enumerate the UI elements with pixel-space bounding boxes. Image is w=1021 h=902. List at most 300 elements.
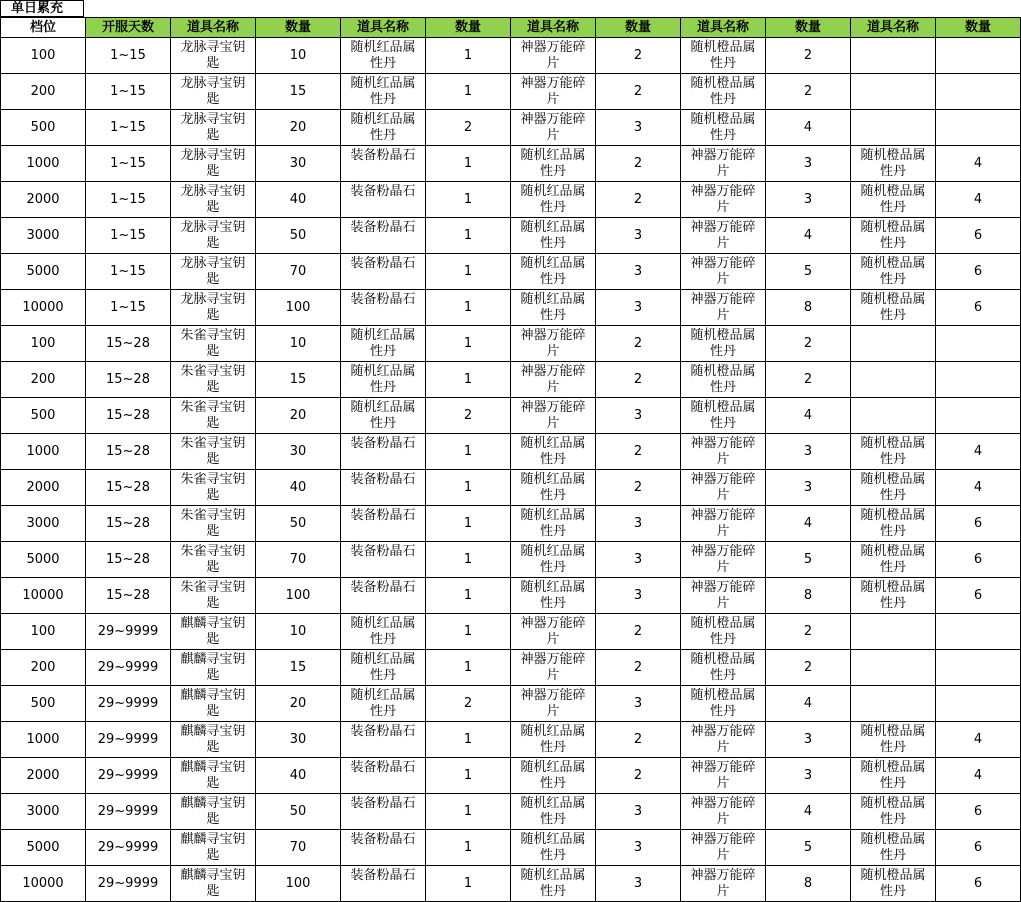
quantity-cell[interactable]: 2	[596, 614, 681, 650]
quantity-cell[interactable]: 15	[256, 362, 341, 398]
item-name-cell[interactable]	[171, 254, 256, 290]
item-name-cell[interactable]	[511, 866, 596, 902]
quantity-cell[interactable]: 100	[256, 578, 341, 614]
item-name-cell[interactable]	[851, 434, 936, 470]
quantity-cell[interactable]: 1	[426, 758, 511, 794]
item-name-cell[interactable]	[171, 110, 256, 146]
quantity-cell[interactable]: 6	[936, 506, 1021, 542]
item-name-cell[interactable]	[851, 650, 936, 686]
item-name-cell[interactable]	[851, 794, 936, 830]
quantity-cell[interactable]: 2	[766, 614, 851, 650]
quantity-cell[interactable]: 1	[426, 866, 511, 902]
quantity-cell[interactable]: 1	[426, 254, 511, 290]
quantity-cell[interactable]: 2	[766, 326, 851, 362]
item-name-cell[interactable]	[851, 38, 936, 74]
quantity-cell[interactable]: 3	[596, 830, 681, 866]
item-name-cell[interactable]	[851, 686, 936, 722]
item-name-cell[interactable]	[681, 578, 766, 614]
item-name-cell[interactable]	[681, 686, 766, 722]
quantity-cell[interactable]: 2	[426, 398, 511, 434]
quantity-cell[interactable]: 3	[596, 110, 681, 146]
header-cell[interactable]: 数量	[936, 18, 1021, 38]
quantity-cell[interactable]: 40	[256, 470, 341, 506]
quantity-cell[interactable]: 1	[426, 614, 511, 650]
item-name-cell[interactable]	[171, 362, 256, 398]
item-name-cell[interactable]	[511, 650, 596, 686]
item-name-cell[interactable]	[511, 758, 596, 794]
quantity-cell[interactable]: 20	[256, 110, 341, 146]
quantity-cell[interactable]: 1	[426, 182, 511, 218]
quantity-cell[interactable]: 4	[766, 110, 851, 146]
quantity-cell[interactable]: 3	[596, 866, 681, 902]
item-name-cell[interactable]	[681, 254, 766, 290]
quantity-cell[interactable]: 20	[256, 398, 341, 434]
tier-cell[interactable]: 3000	[1, 794, 86, 830]
quantity-cell[interactable]: 3	[596, 542, 681, 578]
item-name-cell[interactable]	[171, 326, 256, 362]
days-cell[interactable]: 29~9999	[86, 830, 171, 866]
item-name-cell[interactable]	[341, 398, 426, 434]
quantity-cell[interactable]: 2	[766, 38, 851, 74]
quantity-cell[interactable]: 3	[766, 182, 851, 218]
quantity-cell[interactable]: 30	[256, 722, 341, 758]
quantity-cell[interactable]: 2	[596, 758, 681, 794]
item-name-cell[interactable]	[681, 290, 766, 326]
item-name-cell[interactable]	[341, 434, 426, 470]
item-name-cell[interactable]	[511, 182, 596, 218]
quantity-cell[interactable]: 8	[766, 578, 851, 614]
item-name-cell[interactable]	[681, 326, 766, 362]
header-cell[interactable]: 道具名称	[681, 18, 766, 38]
days-cell[interactable]: 15~28	[86, 542, 171, 578]
item-name-cell[interactable]	[511, 506, 596, 542]
item-name-cell[interactable]	[341, 650, 426, 686]
item-name-cell[interactable]	[341, 362, 426, 398]
item-name-cell[interactable]	[511, 146, 596, 182]
quantity-cell[interactable]: 50	[256, 506, 341, 542]
item-name-cell[interactable]	[511, 326, 596, 362]
quantity-cell[interactable]: 6	[936, 830, 1021, 866]
quantity-cell[interactable]: 2	[596, 650, 681, 686]
quantity-cell[interactable]: 4	[936, 182, 1021, 218]
item-name-cell[interactable]	[851, 254, 936, 290]
days-cell[interactable]: 15~28	[86, 362, 171, 398]
item-name-cell[interactable]	[341, 38, 426, 74]
quantity-cell[interactable]: 1	[426, 650, 511, 686]
days-cell[interactable]: 15~28	[86, 470, 171, 506]
tier-cell[interactable]: 500	[1, 110, 86, 146]
quantity-cell[interactable]: 2	[766, 650, 851, 686]
item-name-cell[interactable]	[171, 866, 256, 902]
days-cell[interactable]: 29~9999	[86, 722, 171, 758]
quantity-cell[interactable]: 6	[936, 218, 1021, 254]
tier-cell[interactable]: 5000	[1, 254, 86, 290]
quantity-cell[interactable]: 4	[936, 758, 1021, 794]
item-name-cell[interactable]	[681, 146, 766, 182]
item-name-cell[interactable]	[511, 38, 596, 74]
quantity-cell[interactable]	[936, 326, 1021, 362]
item-name-cell[interactable]	[511, 542, 596, 578]
item-name-cell[interactable]	[171, 182, 256, 218]
days-cell[interactable]: 15~28	[86, 578, 171, 614]
item-name-cell[interactable]	[171, 758, 256, 794]
item-name-cell[interactable]	[511, 290, 596, 326]
quantity-cell[interactable]: 5	[766, 830, 851, 866]
tier-cell[interactable]: 2000	[1, 758, 86, 794]
header-cell[interactable]: 数量	[256, 18, 341, 38]
item-name-cell[interactable]	[171, 218, 256, 254]
quantity-cell[interactable]	[936, 110, 1021, 146]
item-name-cell[interactable]	[171, 146, 256, 182]
quantity-cell[interactable]: 5	[766, 254, 851, 290]
quantity-cell[interactable]	[936, 362, 1021, 398]
item-name-cell[interactable]	[681, 722, 766, 758]
item-name-cell[interactable]	[341, 722, 426, 758]
quantity-cell[interactable]: 100	[256, 866, 341, 902]
item-name-cell[interactable]	[341, 686, 426, 722]
days-cell[interactable]: 1~15	[86, 110, 171, 146]
tier-cell[interactable]: 1000	[1, 434, 86, 470]
quantity-cell[interactable]: 4	[766, 398, 851, 434]
item-name-cell[interactable]	[851, 542, 936, 578]
item-name-cell[interactable]	[681, 614, 766, 650]
days-cell[interactable]: 29~9999	[86, 650, 171, 686]
item-name-cell[interactable]	[851, 506, 936, 542]
quantity-cell[interactable]: 3	[596, 794, 681, 830]
quantity-cell[interactable]: 3	[596, 398, 681, 434]
item-name-cell[interactable]	[851, 110, 936, 146]
item-name-cell[interactable]	[171, 794, 256, 830]
days-cell[interactable]: 1~15	[86, 182, 171, 218]
days-cell[interactable]: 15~28	[86, 326, 171, 362]
quantity-cell[interactable]: 70	[256, 542, 341, 578]
days-cell[interactable]: 29~9999	[86, 686, 171, 722]
days-cell[interactable]: 29~9999	[86, 794, 171, 830]
item-name-cell[interactable]	[171, 542, 256, 578]
item-name-cell[interactable]	[341, 758, 426, 794]
days-cell[interactable]: 15~28	[86, 506, 171, 542]
item-name-cell[interactable]	[341, 866, 426, 902]
item-name-cell[interactable]	[681, 506, 766, 542]
quantity-cell[interactable]: 2	[426, 686, 511, 722]
header-cell[interactable]: 开服天数	[86, 18, 171, 38]
item-name-cell[interactable]	[681, 542, 766, 578]
tier-cell[interactable]: 1000	[1, 146, 86, 182]
quantity-cell[interactable]	[936, 686, 1021, 722]
header-cell[interactable]: 数量	[596, 18, 681, 38]
quantity-cell[interactable]: 4	[936, 470, 1021, 506]
quantity-cell[interactable]: 3	[596, 506, 681, 542]
quantity-cell[interactable]: 4	[936, 434, 1021, 470]
quantity-cell[interactable]: 6	[936, 794, 1021, 830]
item-name-cell[interactable]	[511, 794, 596, 830]
quantity-cell[interactable]: 2	[596, 470, 681, 506]
quantity-cell[interactable]: 1	[426, 722, 511, 758]
item-name-cell[interactable]	[511, 470, 596, 506]
quantity-cell[interactable]: 8	[766, 290, 851, 326]
quantity-cell[interactable]: 1	[426, 434, 511, 470]
tier-cell[interactable]: 200	[1, 74, 86, 110]
item-name-cell[interactable]	[681, 470, 766, 506]
quantity-cell[interactable]: 2	[596, 74, 681, 110]
item-name-cell[interactable]	[681, 218, 766, 254]
quantity-cell[interactable]: 6	[936, 290, 1021, 326]
days-cell[interactable]: 29~9999	[86, 614, 171, 650]
item-name-cell[interactable]	[681, 110, 766, 146]
item-name-cell[interactable]	[341, 578, 426, 614]
header-cell[interactable]: 道具名称	[851, 18, 936, 38]
quantity-cell[interactable]: 3	[766, 434, 851, 470]
days-cell[interactable]: 1~15	[86, 38, 171, 74]
quantity-cell[interactable]: 2	[596, 182, 681, 218]
quantity-cell[interactable]: 2	[766, 74, 851, 110]
item-name-cell[interactable]	[511, 722, 596, 758]
quantity-cell[interactable]: 70	[256, 830, 341, 866]
item-name-cell[interactable]	[511, 110, 596, 146]
days-cell[interactable]: 1~15	[86, 218, 171, 254]
item-name-cell[interactable]	[681, 434, 766, 470]
quantity-cell[interactable]: 8	[766, 866, 851, 902]
item-name-cell[interactable]	[341, 182, 426, 218]
item-name-cell[interactable]	[511, 218, 596, 254]
quantity-cell[interactable]: 1	[426, 362, 511, 398]
header-cell[interactable]: 道具名称	[341, 18, 426, 38]
item-name-cell[interactable]	[171, 470, 256, 506]
item-name-cell[interactable]	[511, 74, 596, 110]
quantity-cell[interactable]: 4	[766, 794, 851, 830]
quantity-cell[interactable]: 30	[256, 146, 341, 182]
quantity-cell[interactable]: 2	[766, 362, 851, 398]
quantity-cell[interactable]: 1	[426, 74, 511, 110]
tier-cell[interactable]: 200	[1, 650, 86, 686]
quantity-cell[interactable]	[936, 650, 1021, 686]
item-name-cell[interactable]	[681, 362, 766, 398]
item-name-cell[interactable]	[171, 686, 256, 722]
quantity-cell[interactable]: 4	[766, 218, 851, 254]
item-name-cell[interactable]	[511, 614, 596, 650]
quantity-cell[interactable]: 3	[766, 722, 851, 758]
quantity-cell[interactable]: 6	[936, 254, 1021, 290]
item-name-cell[interactable]	[851, 218, 936, 254]
item-name-cell[interactable]	[851, 74, 936, 110]
quantity-cell[interactable]: 1	[426, 326, 511, 362]
quantity-cell[interactable]: 4	[766, 506, 851, 542]
days-cell[interactable]: 29~9999	[86, 866, 171, 902]
quantity-cell[interactable]	[936, 74, 1021, 110]
item-name-cell[interactable]	[171, 614, 256, 650]
quantity-cell[interactable]: 15	[256, 650, 341, 686]
quantity-cell[interactable]: 70	[256, 254, 341, 290]
item-name-cell[interactable]	[171, 290, 256, 326]
quantity-cell[interactable]: 10	[256, 614, 341, 650]
item-name-cell[interactable]	[171, 830, 256, 866]
item-name-cell[interactable]	[171, 38, 256, 74]
tier-cell[interactable]: 1000	[1, 722, 86, 758]
quantity-cell[interactable]: 10	[256, 38, 341, 74]
item-name-cell[interactable]	[851, 326, 936, 362]
item-name-cell[interactable]	[851, 866, 936, 902]
days-cell[interactable]: 1~15	[86, 290, 171, 326]
quantity-cell[interactable]: 2	[596, 146, 681, 182]
item-name-cell[interactable]	[341, 110, 426, 146]
item-name-cell[interactable]	[171, 578, 256, 614]
quantity-cell[interactable]: 50	[256, 794, 341, 830]
item-name-cell[interactable]	[681, 794, 766, 830]
quantity-cell[interactable]: 1	[426, 794, 511, 830]
quantity-cell[interactable]: 30	[256, 434, 341, 470]
item-name-cell[interactable]	[851, 182, 936, 218]
item-name-cell[interactable]	[341, 542, 426, 578]
quantity-cell[interactable]	[936, 398, 1021, 434]
quantity-cell[interactable]: 6	[936, 866, 1021, 902]
header-cell[interactable]: 数量	[426, 18, 511, 38]
item-name-cell[interactable]	[681, 650, 766, 686]
item-name-cell[interactable]	[681, 182, 766, 218]
quantity-cell[interactable]: 3	[596, 578, 681, 614]
quantity-cell[interactable]: 1	[426, 506, 511, 542]
days-cell[interactable]: 15~28	[86, 398, 171, 434]
item-name-cell[interactable]	[851, 362, 936, 398]
days-cell[interactable]: 29~9999	[86, 758, 171, 794]
quantity-cell[interactable]: 3	[596, 218, 681, 254]
quantity-cell[interactable]: 1	[426, 470, 511, 506]
quantity-cell[interactable]: 2	[596, 326, 681, 362]
item-name-cell[interactable]	[511, 686, 596, 722]
item-name-cell[interactable]	[341, 74, 426, 110]
quantity-cell[interactable]: 3	[766, 470, 851, 506]
tier-cell[interactable]: 2000	[1, 470, 86, 506]
quantity-cell[interactable]: 3	[596, 686, 681, 722]
item-name-cell[interactable]	[341, 614, 426, 650]
tier-cell[interactable]: 100	[1, 614, 86, 650]
quantity-cell[interactable]: 1	[426, 38, 511, 74]
tier-cell[interactable]: 10000	[1, 866, 86, 902]
quantity-cell[interactable]: 3	[766, 146, 851, 182]
item-name-cell[interactable]	[681, 38, 766, 74]
item-name-cell[interactable]	[681, 830, 766, 866]
item-name-cell[interactable]	[511, 362, 596, 398]
item-name-cell[interactable]	[681, 866, 766, 902]
item-name-cell[interactable]	[341, 470, 426, 506]
quantity-cell[interactable]: 20	[256, 686, 341, 722]
days-cell[interactable]: 15~28	[86, 434, 171, 470]
item-name-cell[interactable]	[851, 470, 936, 506]
tier-cell[interactable]: 200	[1, 362, 86, 398]
tier-cell[interactable]: 3000	[1, 218, 86, 254]
item-name-cell[interactable]	[341, 326, 426, 362]
header-cell[interactable]: 道具名称	[511, 18, 596, 38]
quantity-cell[interactable]: 1	[426, 578, 511, 614]
quantity-cell[interactable]	[936, 38, 1021, 74]
quantity-cell[interactable]: 4	[936, 146, 1021, 182]
quantity-cell[interactable]: 1	[426, 146, 511, 182]
quantity-cell[interactable]: 1	[426, 218, 511, 254]
tier-cell[interactable]: 5000	[1, 830, 86, 866]
quantity-cell[interactable]: 3	[766, 758, 851, 794]
quantity-cell[interactable]: 3	[596, 254, 681, 290]
item-name-cell[interactable]	[341, 146, 426, 182]
item-name-cell[interactable]	[681, 758, 766, 794]
quantity-cell[interactable]	[936, 614, 1021, 650]
item-name-cell[interactable]	[851, 578, 936, 614]
item-name-cell[interactable]	[171, 434, 256, 470]
item-name-cell[interactable]	[171, 650, 256, 686]
tier-cell[interactable]: 100	[1, 38, 86, 74]
quantity-cell[interactable]: 6	[936, 542, 1021, 578]
item-name-cell[interactable]	[851, 290, 936, 326]
header-dangwei[interactable]: 档位	[1, 18, 86, 38]
sheet-title-cell[interactable]: 单日累充	[0, 0, 84, 17]
quantity-cell[interactable]: 6	[936, 578, 1021, 614]
item-name-cell[interactable]	[341, 794, 426, 830]
item-name-cell[interactable]	[341, 830, 426, 866]
item-name-cell[interactable]	[341, 290, 426, 326]
item-name-cell[interactable]	[681, 398, 766, 434]
item-name-cell[interactable]	[511, 254, 596, 290]
item-name-cell[interactable]	[341, 506, 426, 542]
tier-cell[interactable]: 500	[1, 398, 86, 434]
item-name-cell[interactable]	[681, 74, 766, 110]
quantity-cell[interactable]: 40	[256, 182, 341, 218]
quantity-cell[interactable]: 100	[256, 290, 341, 326]
item-name-cell[interactable]	[511, 434, 596, 470]
quantity-cell[interactable]: 1	[426, 542, 511, 578]
days-cell[interactable]: 1~15	[86, 146, 171, 182]
item-name-cell[interactable]	[511, 830, 596, 866]
quantity-cell[interactable]: 2	[596, 362, 681, 398]
item-name-cell[interactable]	[171, 722, 256, 758]
quantity-cell[interactable]: 10	[256, 326, 341, 362]
tier-cell[interactable]: 10000	[1, 290, 86, 326]
item-name-cell[interactable]	[851, 146, 936, 182]
item-name-cell[interactable]	[511, 578, 596, 614]
tier-cell[interactable]: 500	[1, 686, 86, 722]
header-cell[interactable]: 数量	[766, 18, 851, 38]
item-name-cell[interactable]	[851, 830, 936, 866]
quantity-cell[interactable]: 2	[596, 38, 681, 74]
quantity-cell[interactable]: 2	[596, 434, 681, 470]
item-name-cell[interactable]	[851, 722, 936, 758]
item-name-cell[interactable]	[171, 74, 256, 110]
header-cell[interactable]: 道具名称	[171, 18, 256, 38]
quantity-cell[interactable]: 4	[936, 722, 1021, 758]
item-name-cell[interactable]	[851, 758, 936, 794]
quantity-cell[interactable]: 1	[426, 290, 511, 326]
item-name-cell[interactable]	[851, 614, 936, 650]
item-name-cell[interactable]	[171, 398, 256, 434]
quantity-cell[interactable]: 4	[766, 686, 851, 722]
item-name-cell[interactable]	[341, 254, 426, 290]
quantity-cell[interactable]: 2	[596, 722, 681, 758]
item-name-cell[interactable]	[851, 398, 936, 434]
quantity-cell[interactable]: 40	[256, 758, 341, 794]
tier-cell[interactable]: 5000	[1, 542, 86, 578]
quantity-cell[interactable]: 2	[426, 110, 511, 146]
tier-cell[interactable]: 2000	[1, 182, 86, 218]
item-name-cell[interactable]	[341, 218, 426, 254]
quantity-cell[interactable]: 1	[426, 830, 511, 866]
days-cell[interactable]: 1~15	[86, 74, 171, 110]
quantity-cell[interactable]: 3	[596, 290, 681, 326]
quantity-cell[interactable]: 50	[256, 218, 341, 254]
tier-cell[interactable]: 3000	[1, 506, 86, 542]
item-name-cell[interactable]	[511, 398, 596, 434]
tier-cell[interactable]: 10000	[1, 578, 86, 614]
item-name-cell[interactable]	[171, 506, 256, 542]
tier-cell[interactable]: 100	[1, 326, 86, 362]
quantity-cell[interactable]: 15	[256, 74, 341, 110]
days-cell[interactable]: 1~15	[86, 254, 171, 290]
